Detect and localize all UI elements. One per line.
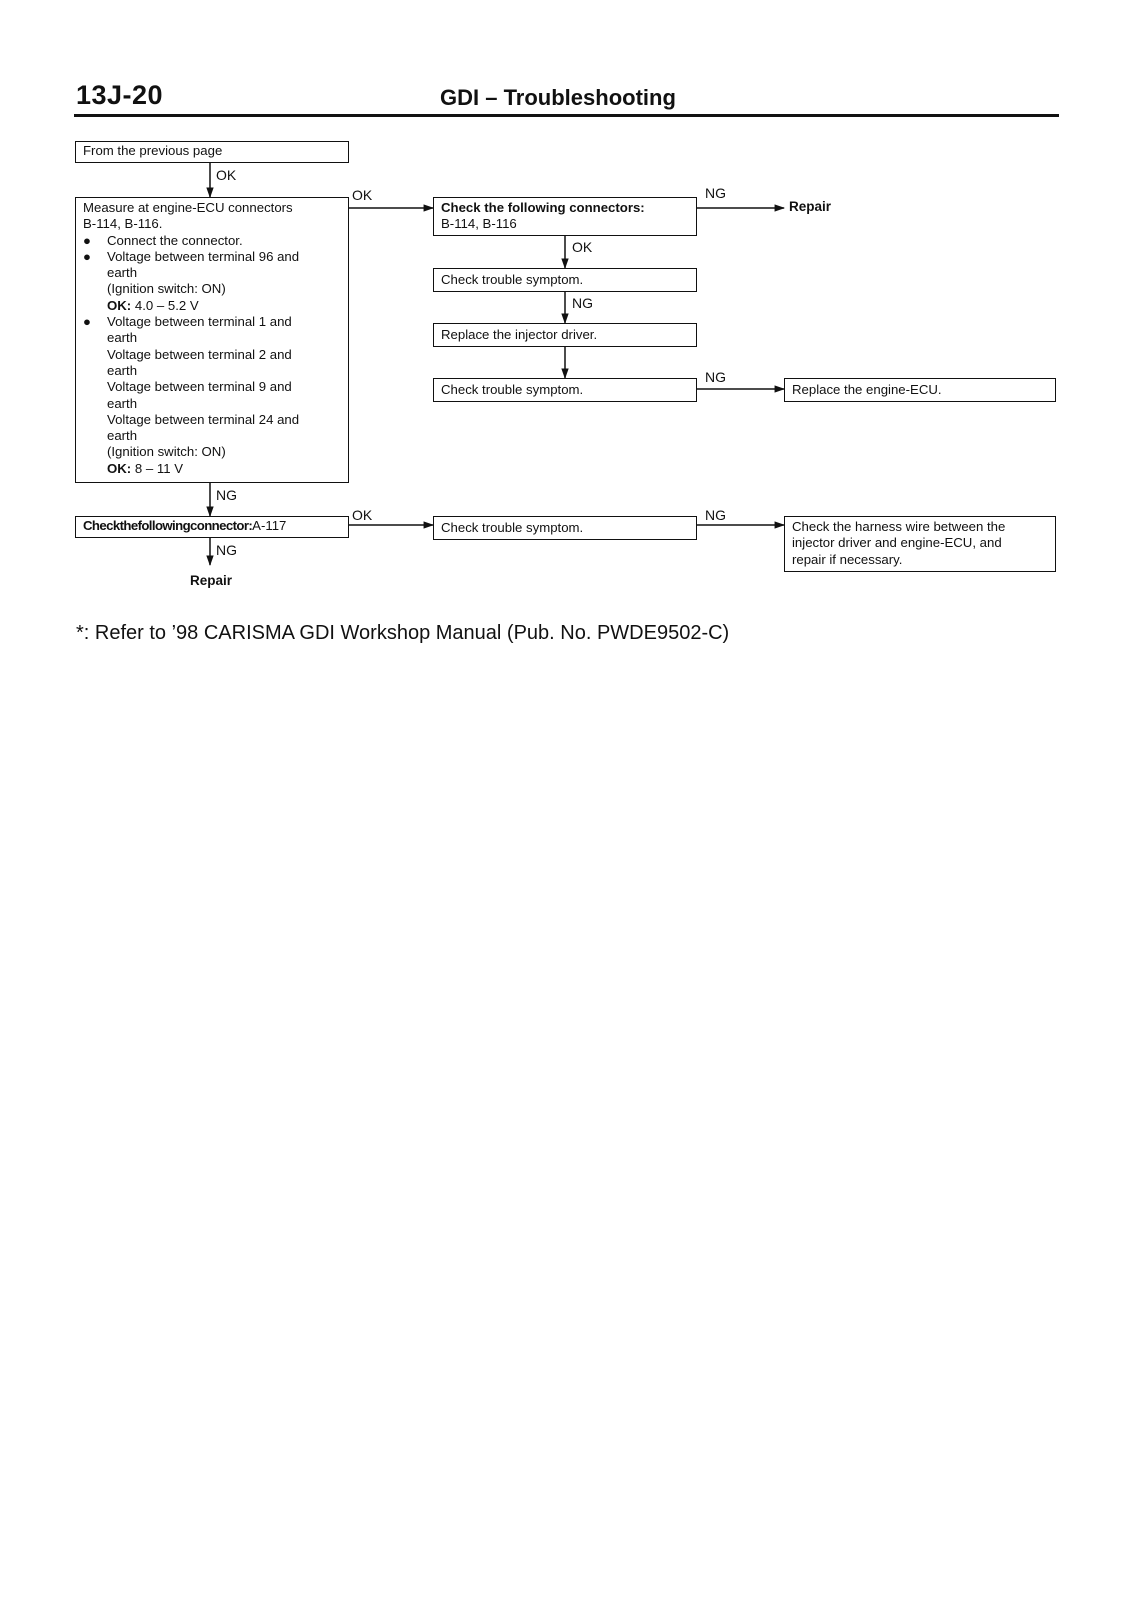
label-ok-check-a117: OK bbox=[352, 507, 373, 523]
check-a117-title: Checkthefollowingconnector: bbox=[83, 518, 253, 533]
ok-label: OK: bbox=[107, 460, 132, 476]
bullet-icon: ● bbox=[83, 314, 91, 330]
ignition-2: (Ignition switch: ON) bbox=[107, 444, 226, 460]
harness-line-3: repair if necessary. bbox=[792, 551, 903, 567]
bullet-3-text: Voltage between terminal 1 and bbox=[107, 314, 292, 330]
label-ng-check-a117: NG bbox=[216, 542, 237, 558]
symptom-1-text: Check trouble symptom. bbox=[441, 272, 584, 287]
replace-ecu-text: Replace the engine-ECU. bbox=[792, 382, 942, 397]
label-ok-measure: OK bbox=[352, 187, 373, 203]
bullet-icon: ● bbox=[83, 248, 91, 264]
harness-line-2: injector driver and engine-ECU, and bbox=[792, 535, 1002, 551]
symptom-2-text: Check trouble symptom. bbox=[441, 382, 584, 397]
check-connectors-value: B-114, B-116 bbox=[441, 216, 517, 232]
terminal-2-text: Voltage between terminal 2 and bbox=[107, 346, 292, 362]
check-connectors-title: Check the following connectors: bbox=[441, 200, 645, 215]
terminal-24-text: Voltage between terminal 24 and bbox=[107, 411, 300, 427]
box-check-connectors-b114-b116 bbox=[433, 197, 697, 236]
box-check-harness-wire bbox=[784, 516, 1056, 572]
terminal-2-earth: earth bbox=[107, 362, 138, 378]
label-repair-a117: Repair bbox=[190, 573, 233, 588]
label-repair-connectors: Repair bbox=[789, 199, 832, 214]
measure-bullet-3 bbox=[83, 314, 342, 330]
ok-spec-1 bbox=[83, 298, 342, 314]
box-replace-injector-driver bbox=[433, 323, 697, 347]
bullet-icon: ● bbox=[83, 232, 91, 248]
ok-value: 8 – 11 V bbox=[134, 460, 184, 476]
bullet-2-text: Voltage between terminal 96 and bbox=[107, 248, 300, 264]
ok-label: OK: bbox=[107, 297, 132, 313]
terminal-9-earth: earth bbox=[107, 395, 138, 411]
label-ng-symptom-2: NG bbox=[705, 369, 726, 385]
page-number: 13J-20 bbox=[76, 80, 164, 110]
label-ng-measure: NG bbox=[216, 487, 237, 503]
bullet-1-text: Connect the connector. bbox=[107, 232, 243, 248]
label-ok-from-previous: OK bbox=[216, 167, 237, 183]
label-ng-check-connectors: NG bbox=[705, 185, 726, 201]
from-previous-text: From the previous page bbox=[83, 143, 223, 158]
box-from-previous-page bbox=[75, 141, 349, 163]
box-replace-engine-ecu bbox=[784, 378, 1056, 402]
box-check-trouble-symptom-3 bbox=[433, 516, 697, 540]
replace-injector-text: Replace the injector driver. bbox=[441, 327, 598, 342]
box-check-trouble-symptom-2 bbox=[433, 378, 697, 402]
label-ng-symptom-1: NG bbox=[572, 295, 593, 311]
terminal-9-text: Voltage between terminal 9 and bbox=[107, 379, 292, 395]
footnote: *: Refer to ’98 CARISMA GDI Workshop Manual (Pub. No. PWDE9502-C) bbox=[76, 622, 730, 644]
box-check-trouble-symptom-1 bbox=[433, 268, 697, 292]
page-title: GDI – Troubleshooting bbox=[440, 85, 676, 110]
measure-bullet-2 bbox=[83, 249, 342, 265]
box-check-connector-a117 bbox=[75, 516, 349, 538]
measure-line-1: Measure at engine-ECU connectors bbox=[83, 200, 293, 215]
ok-value: 4.0 – 5.2 V bbox=[134, 297, 199, 313]
measure-bullet-1 bbox=[83, 233, 342, 249]
symptom-3-text: Check trouble symptom. bbox=[441, 520, 584, 535]
bullet-2-earth: earth bbox=[107, 265, 138, 281]
bullet-3-earth: earth bbox=[107, 330, 138, 346]
check-a117-text bbox=[83, 518, 342, 534]
label-ok-check-connectors: OK bbox=[572, 239, 593, 255]
measure-line-2: B-114, B-116. bbox=[83, 216, 163, 232]
terminal-24-earth: earth bbox=[107, 428, 138, 444]
ok-spec-2 bbox=[83, 461, 342, 477]
check-a117-value: A-117 bbox=[252, 518, 287, 533]
box-measure-engine-ecu bbox=[75, 197, 349, 483]
bullet-2-ignition: (Ignition switch: ON) bbox=[107, 281, 226, 297]
label-ng-symptom-3: NG bbox=[705, 507, 726, 523]
harness-line-1: Check the harness wire between the bbox=[792, 519, 1006, 534]
